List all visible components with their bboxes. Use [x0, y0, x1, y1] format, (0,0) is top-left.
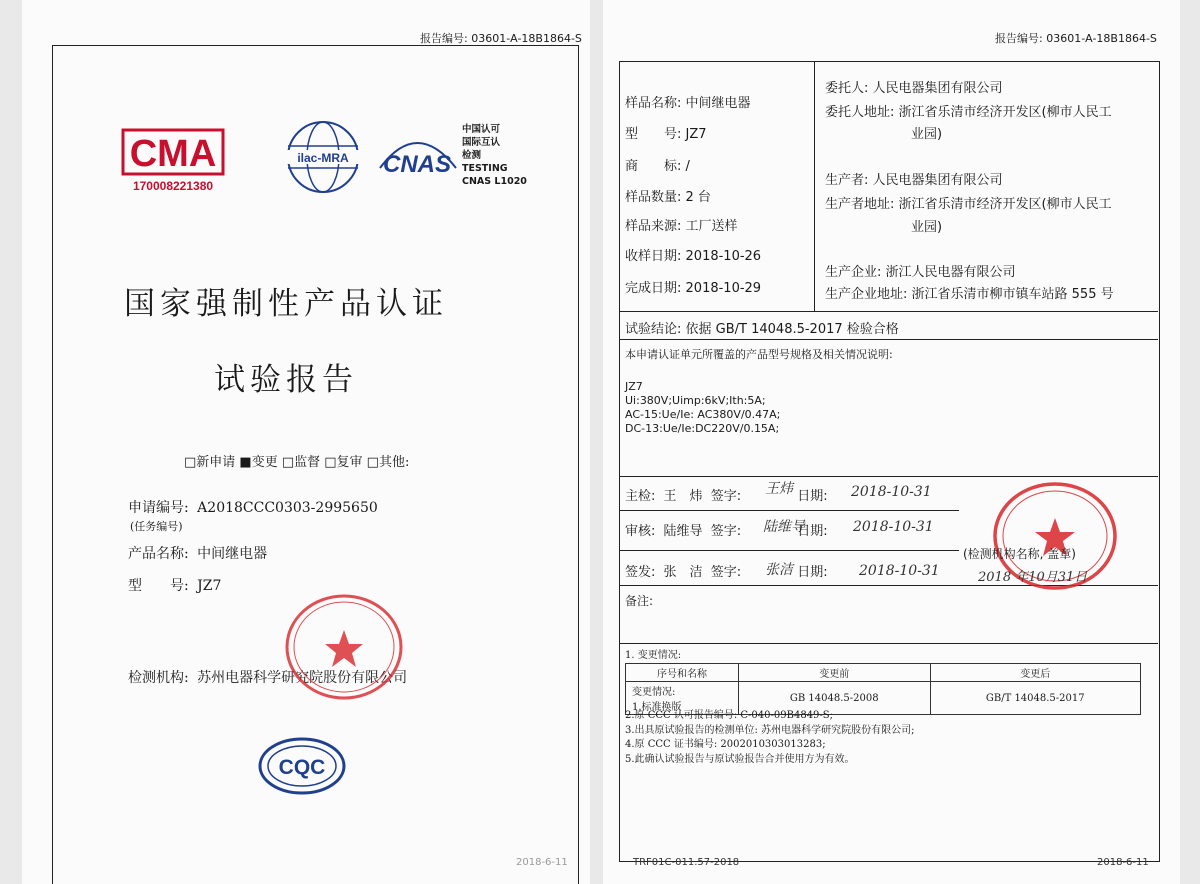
reviewer-signature: 陆维导 [763, 519, 805, 535]
factory-value: 浙江人民电器有限公司 [885, 265, 1016, 280]
application-number-label: 申请编号: [128, 500, 189, 516]
producer-label: 生产者: [825, 173, 869, 188]
inspector-date: 2018-10-31 [851, 484, 932, 500]
sample-source-label: 样品来源: [625, 219, 682, 234]
note-item: 2.原 CCC 认可报告编号: C-040-09B4849-S; [625, 710, 834, 721]
reviewer-date: 2018-10-31 [853, 519, 934, 535]
table-cell: GB/T 14048.5-2017 [930, 682, 1140, 715]
cnas-text: CNAS [382, 151, 452, 178]
approver-date: 2018-10-31 [859, 563, 940, 579]
form-code: TRF01C-011.57-2018 [633, 857, 740, 868]
note-item: 5.此确认试验报告与原试验报告合并使用方为有效。 [625, 753, 855, 765]
client [825, 77, 1003, 96]
cnas-caption-line: 国际互认 [462, 137, 501, 148]
row-divider [619, 311, 1158, 312]
cqc-text: CQC [278, 756, 326, 779]
ilac-mra-logo [277, 118, 369, 196]
product-model-label: 型 号: [128, 578, 189, 594]
cover-page [22, 0, 590, 884]
factory-label: 生产企业: [825, 265, 882, 280]
producer-value: 人民电器集团有限公司 [872, 173, 1003, 188]
factory-address-label: 生产企业地址: [825, 287, 908, 302]
producer [825, 169, 1003, 188]
report-type-checkboxes: □新申请 ■变更 □监督 □复审 □其他: [184, 455, 410, 470]
scope-title: 本申请认证单元所覆盖的产品型号规格及相关情况说明: [625, 348, 893, 361]
remarks-label: 备注: [625, 594, 654, 608]
table-header-row [626, 664, 1141, 682]
cnas-caption-line: 检测 [462, 150, 482, 161]
approver-role: 签发: [625, 565, 656, 580]
sample-name-label: 样品名称: [625, 96, 682, 111]
row-divider [619, 339, 1158, 340]
test-conclusion-value: 依据 GB/T 14048.5-2017 检验合格 [685, 322, 899, 337]
trademark [625, 155, 690, 174]
row-divider [619, 510, 959, 511]
cnas-caption-line: 中国认可 [462, 124, 501, 135]
inspector-role: 主检: [625, 489, 656, 504]
stamp-caption: (检测机构名称, 盖章) [963, 547, 1076, 561]
spec-line: JZ7 [625, 380, 643, 393]
approver-sign-label: 签字: [710, 565, 742, 580]
table-header-cell: 序号和名称 [626, 664, 739, 682]
approver-date-label: 日期: [797, 565, 828, 580]
producer-address-value: 浙江省乐清市经济开发区(柳市人民工 [898, 197, 1112, 212]
factory-address-value: 浙江省乐清市柳市镇车站路 555 号 [911, 287, 1114, 302]
product-name-label: 产品名称: [128, 546, 189, 562]
note-item: 4.原 CCC 证书编号: 2002010303013283; [625, 739, 826, 750]
change-item: 1.标准换版 [632, 702, 682, 713]
client-address-label: 委托人地址: [825, 105, 895, 120]
producer-address-label: 生产者地址: [825, 197, 895, 212]
approver-row [625, 561, 828, 580]
reviewer-role: 审核: [625, 524, 656, 539]
client-label: 委托人: [825, 81, 869, 96]
spec-line: AC-15:Ue/Ie: AC380V/0.47A; [625, 408, 781, 421]
trademark-label: 商 标: [625, 159, 682, 174]
producer-address [825, 193, 1112, 212]
client-address-value: 浙江省乐清市经济开发区(柳市人民工 [898, 105, 1112, 120]
cma-logo [120, 128, 230, 196]
cnas-caption [462, 123, 527, 188]
inspector-row [625, 485, 828, 504]
application-number-value: A2018CCC0303-2995650 [197, 500, 378, 516]
cnas-logo [372, 128, 462, 190]
model-label: 型 号: [625, 127, 682, 142]
cover-red-seal [284, 592, 404, 702]
task-number-label: (任务编号) [130, 520, 183, 533]
cma-code: 170008221380 [132, 179, 214, 193]
received-date-label: 收样日期: [625, 249, 682, 264]
testing-lab-value: 苏州电器科学研究院股份有限公司 [197, 670, 408, 686]
spec-line: Ui:380V;Uimp:6kV;Ith:5A; [625, 394, 766, 407]
reviewer-date-label: 日期: [797, 524, 828, 539]
sample-quantity [625, 186, 711, 205]
cma-letters: CMA [129, 133, 217, 175]
table-header-cell: 变更前 [739, 664, 931, 682]
client-value: 人民电器集团有限公司 [872, 81, 1003, 96]
sample-source [625, 215, 738, 234]
cqc-logo [257, 736, 347, 796]
note-item: 3.出具原试验报告的检测单位: 苏州电器科学研究院股份有限公司; [625, 724, 915, 736]
row-divider [619, 643, 1158, 644]
notes-list [625, 709, 914, 767]
report-number: 报告编号: 03601-A-18B1864-S [995, 32, 1157, 45]
client-address [825, 101, 1112, 120]
footer-date: 2018-6-11 [1097, 857, 1149, 868]
model-value: JZ7 [685, 127, 707, 142]
sample-name [625, 92, 751, 111]
inspector-date-label: 日期: [797, 489, 828, 504]
cover-footer-date: 2018-6-11 [516, 857, 568, 868]
inspector-sign-label: 签字: [710, 489, 742, 504]
test-conclusion [625, 318, 899, 337]
product-name [128, 543, 267, 563]
client-address-cont: 业园) [911, 127, 943, 142]
received-date-value: 2018-10-26 [685, 249, 762, 264]
details-page [603, 0, 1180, 884]
completed-date [625, 277, 761, 296]
approver-name: 张 洁 [663, 565, 703, 580]
sample-source-value: 工厂送样 [685, 219, 738, 234]
completed-date-label: 完成日期: [625, 281, 682, 296]
spec-list [625, 380, 780, 436]
reviewer-sign-label: 签字: [710, 524, 742, 539]
test-conclusion-label: 试验结论: [625, 322, 682, 337]
producer-address-cont: 业园) [911, 220, 943, 235]
column-divider [814, 61, 815, 311]
model [625, 123, 707, 142]
sample-quantity-label: 样品数量: [625, 190, 682, 205]
trademark-value: / [685, 159, 690, 174]
spec-line: DC-13:Ue/Ie:DC220V/0.15A; [625, 422, 780, 435]
report-number: 报告编号: 03601-A-18B1864-S [420, 32, 582, 45]
testing-lab-label: 检测机构: [128, 670, 189, 686]
change-table [625, 663, 1141, 715]
cnas-caption-line: TESTING [462, 163, 508, 174]
stamp-date: 2018 年10月31日 [978, 570, 1088, 585]
cover-subtitle: 试验报告 [214, 362, 358, 398]
sample-name-value: 中间继电器 [685, 96, 751, 111]
table-cell: GB 14048.5-2008 [739, 682, 931, 715]
application-number [128, 497, 378, 517]
completed-date-value: 2018-10-29 [685, 281, 762, 296]
sample-quantity-value: 2 台 [685, 190, 711, 205]
row-divider [619, 550, 959, 551]
factory-address [825, 283, 1114, 302]
change-label: 变更情况: [632, 687, 676, 698]
reviewer-name: 陆维导 [663, 524, 703, 539]
row-divider [619, 476, 1158, 477]
received-date [625, 245, 761, 264]
cover-title: 国家强制性产品认证 [124, 286, 448, 322]
product-model-value: JZ7 [197, 578, 222, 594]
ilac-text: ilac-MRA [297, 151, 349, 165]
inspector-name: 王 炜 [663, 489, 703, 504]
product-name-value: 中间继电器 [197, 546, 268, 562]
inspector-signature: 王炜 [765, 481, 793, 497]
cnas-caption-line: CNAS L1020 [462, 176, 527, 187]
table-header-cell: 变更后 [930, 664, 1140, 682]
product-model [128, 575, 221, 595]
change-title: 1. 变更情况: [625, 650, 682, 661]
approver-signature: 张洁 [765, 562, 793, 578]
factory [825, 261, 1016, 280]
